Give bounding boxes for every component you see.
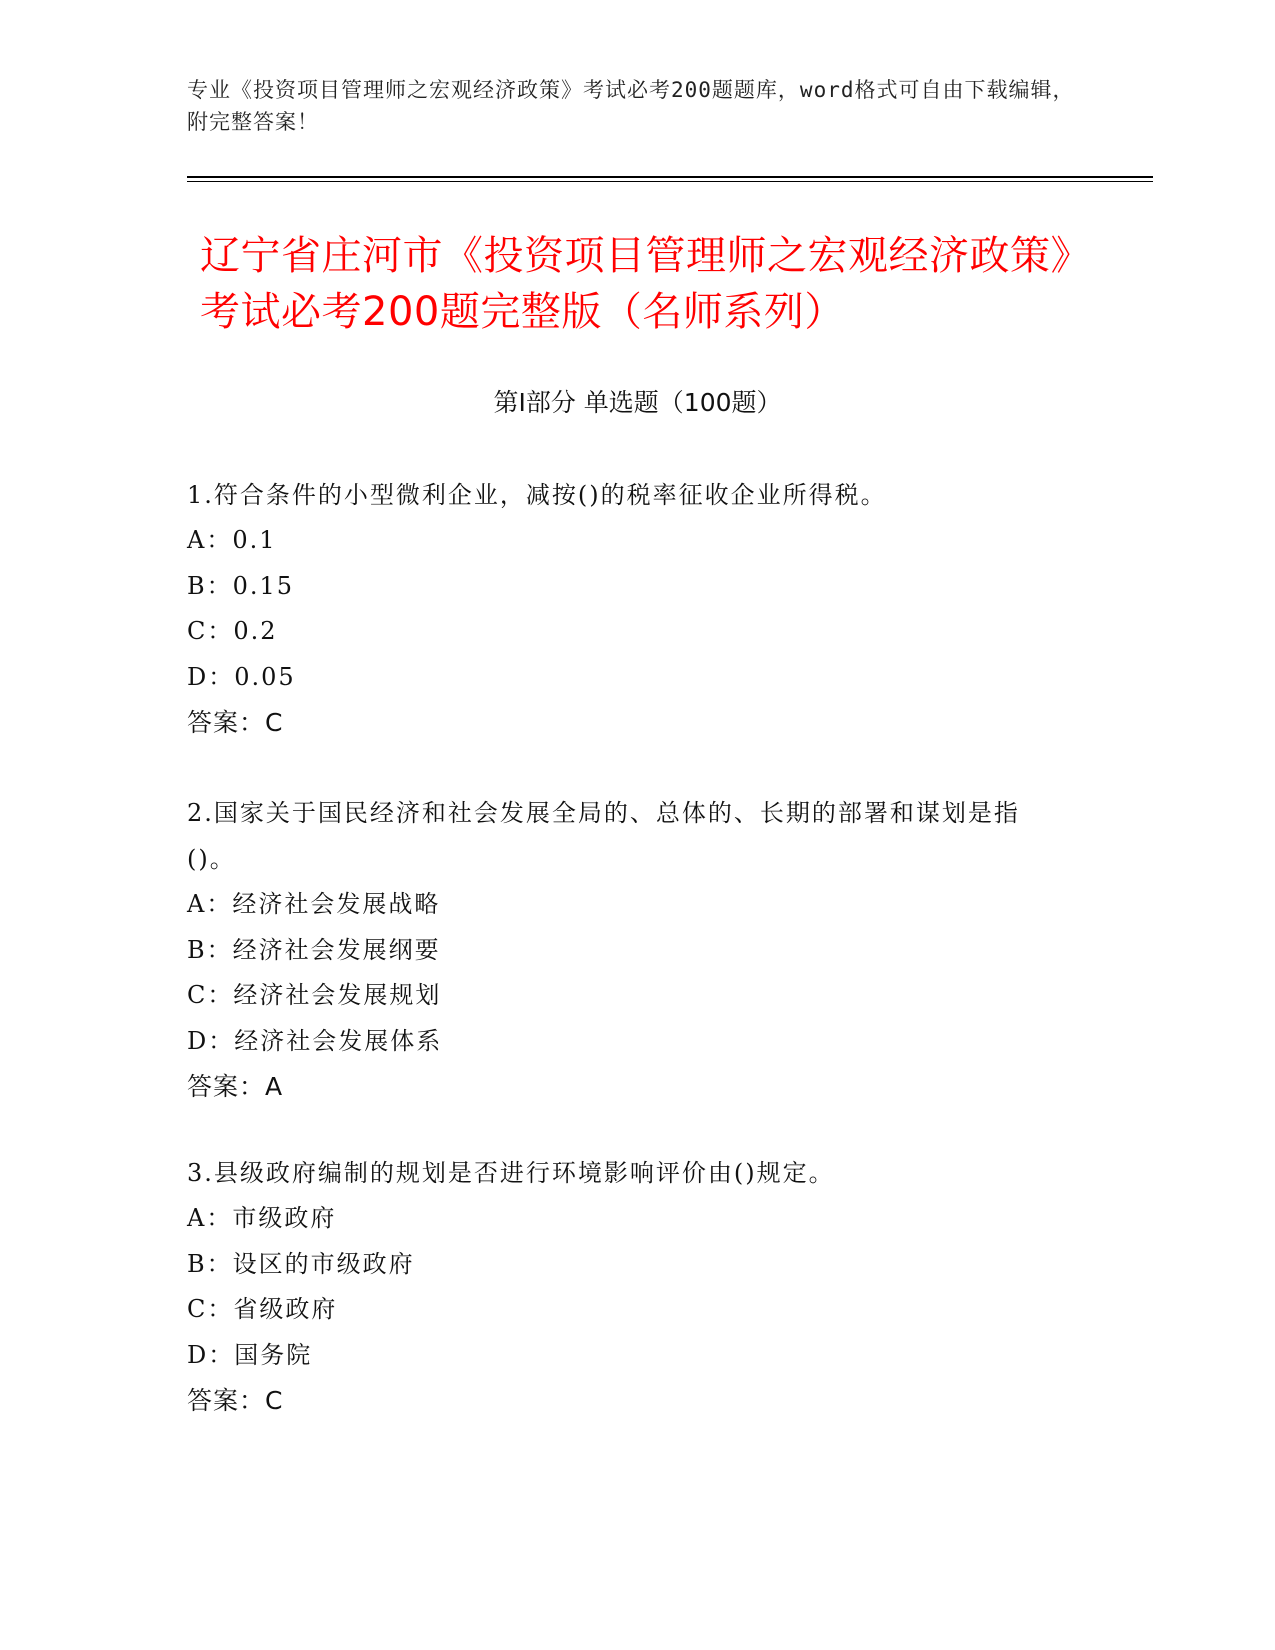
option-d: D：经济社会发展体系 [187, 1026, 443, 1055]
option-b: B：设区的市级政府 [187, 1249, 415, 1278]
option-c: C：0.2 [187, 617, 278, 645]
question-text: 2.国家关于国民经济和社会发展全局的、总体的、长期的部署和谋划是指()。 [187, 799, 1020, 873]
question-block [187, 1150, 1067, 1424]
question-text: 3.县级政府编制的规划是否进行环境影响评价由()规定。 [187, 1159, 835, 1187]
option-c: C：省级政府 [187, 1295, 338, 1323]
question-block [187, 790, 1067, 1110]
answer-line: 答案：C [187, 708, 284, 737]
header-note: 专业《投资项目管理师之宏观经济政策》考试必考200题题库，word格式可自由下载编辑，附完整答案！ [187, 78, 1075, 134]
option-a: A：市级政府 [187, 1204, 337, 1232]
answer-line: 答案：A [187, 1072, 284, 1101]
document-title: 辽宁省庄河市《投资项目管理师之宏观经济政策》考试必考200题完整版（名师系列） [200, 233, 1091, 335]
option-a: A：0.1 [187, 526, 277, 554]
option-a: A：经济社会发展战略 [187, 890, 441, 918]
option-b: B：0.15 [187, 571, 295, 600]
answer-line: 答案：C [187, 1386, 284, 1415]
section-heading: 第I部分 单选题（100题） [493, 388, 782, 417]
option-d: D：国务院 [187, 1340, 313, 1369]
option-c: C：经济社会发展规划 [187, 981, 442, 1009]
question-text: 1.符合条件的小型微利企业，减按()的税率征收企业所得税。 [187, 481, 887, 509]
option-d: D：0.05 [187, 662, 296, 691]
question-block [187, 472, 1067, 746]
header-divider-thick [187, 176, 1153, 178]
option-b: B：经济社会发展纲要 [187, 935, 441, 964]
header-divider-thin [187, 181, 1153, 182]
